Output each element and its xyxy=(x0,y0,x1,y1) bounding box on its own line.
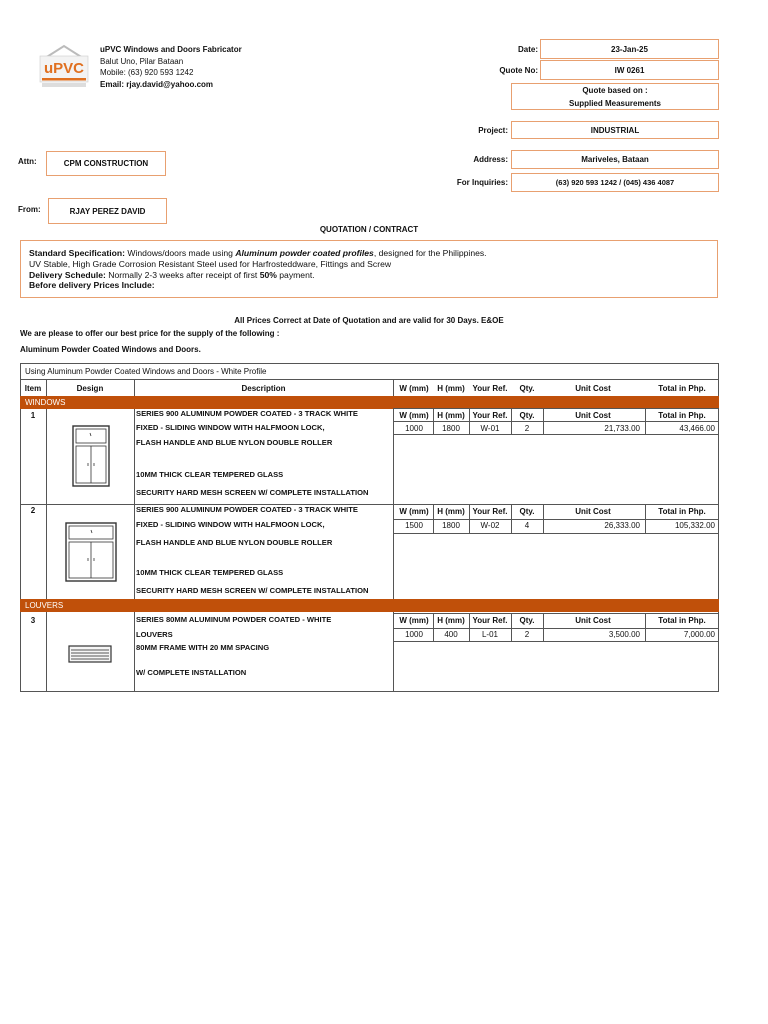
inquiries-label: For Inquiries: xyxy=(456,178,508,187)
row-3-item: 3 xyxy=(30,616,36,625)
row-1-qty: 2 xyxy=(524,424,530,433)
row-1-desc-2: FIXED - SLIDING WINDOW WITH HALFMOON LOCK, xyxy=(136,423,325,432)
company-email: Email: rjay.david@yahoo.com xyxy=(100,79,214,89)
category-note: Aluminum Powder Coated Windows and Doors. xyxy=(20,345,201,354)
quote-based-value: Supplied Measurements xyxy=(568,98,662,108)
window-design-1 xyxy=(72,425,110,487)
row-1-total: 43,466.00 xyxy=(679,424,715,433)
quote-based-label: Quote based on : xyxy=(582,85,648,95)
project-field: INDUSTRIAL xyxy=(511,121,719,139)
row-1-width: 1000 xyxy=(405,424,423,433)
row-1-desc-4: 10MM THICK CLEAR TEMPERED GLASS xyxy=(136,470,284,479)
spec-line-3: Delivery Schedule: Normally 2-3 weeks after receipt of first 50% payment. xyxy=(29,269,315,280)
row-1-height: 1800 xyxy=(442,424,460,433)
company-logo xyxy=(36,42,92,90)
row-1-h-total: Total in Php. xyxy=(658,411,706,420)
attn-field: CPM CONSTRUCTION xyxy=(46,151,166,176)
spec-line-4: Before delivery Prices Include: xyxy=(29,280,155,291)
header-height: H (mm) xyxy=(437,384,465,393)
table-caption: Using Aluminum Powder Coated Windows and Doors - White Profile xyxy=(25,367,267,376)
row-2-h-qty: Qty. xyxy=(519,507,535,516)
row-2-qty: 4 xyxy=(524,521,530,530)
project-label: Project: xyxy=(478,126,508,135)
row-2-item: 2 xyxy=(30,506,36,515)
row-1-unit-cost: 21,733.00 xyxy=(604,424,640,433)
row-1-h-qty: Qty. xyxy=(519,411,535,420)
row-1-h-w: W (mm) xyxy=(399,411,429,420)
row-3-desc-3: 80MM FRAME WITH 20 MM SPACING xyxy=(136,643,270,652)
specification-box xyxy=(20,240,718,298)
header-description: Description xyxy=(241,384,286,393)
row-2-h-ref: Your Ref. xyxy=(472,507,508,516)
validity-note: All Prices Correct at Date of Quotation and are valid for 30 Days. E&OE xyxy=(234,316,504,325)
row-3-h-total: Total in Php. xyxy=(658,616,706,625)
quote-no-field: IW 0261 xyxy=(540,60,719,80)
offer-note: We are please to offer our best price for the supply of the following : xyxy=(20,329,280,338)
row-3-h-unit: Unit Cost xyxy=(575,616,611,625)
inquiries-field: (63) 920 593 1242 / (045) 436 4087 xyxy=(511,173,719,192)
attn-label: Attn: xyxy=(18,157,37,166)
row-2-unit-cost: 26,333.00 xyxy=(604,521,640,530)
row-2-ref: W-02 xyxy=(480,521,500,530)
window-design-2 xyxy=(65,522,117,582)
company-name: uPVC Windows and Doors Fabricator xyxy=(100,45,242,54)
row-3-ref: L-01 xyxy=(481,630,498,639)
row-1-h-h: H (mm) xyxy=(437,411,465,420)
row-2-desc-1: SERIES 900 ALUMINUM POWDER COATED - 3 TRACK WHITE xyxy=(136,505,358,514)
section-louvers: LOUVERS xyxy=(20,599,719,612)
row-3-unit-cost: 3,500.00 xyxy=(608,630,640,639)
row-2-width: 1500 xyxy=(405,521,423,530)
header-qty: Qty. xyxy=(519,384,535,393)
header-item: Item xyxy=(24,384,42,393)
company-mobile: Mobile: (63) 920 593 1242 xyxy=(100,68,194,77)
row-1-desc-5: SECURITY HARD MESH SCREEN W/ COMPLETE INSTALLATION xyxy=(136,488,369,497)
row-3-h-h: H (mm) xyxy=(437,616,465,625)
header-total: Total in Php. xyxy=(658,384,706,393)
row-3-desc-4: W/ COMPLETE INSTALLATION xyxy=(136,668,247,677)
spec-line-2: UV Stable, High Grade Corrosion Resistant Steel used for Harfrosteddware, Fittings and Screw xyxy=(29,258,392,269)
row-2-desc-2: FIXED - SLIDING WINDOW WITH HALFMOON LOCK, xyxy=(136,520,325,529)
date-label: Date: xyxy=(517,45,538,54)
quote-no-label: Quote No: xyxy=(499,66,538,75)
address-field: Mariveles, Bataan xyxy=(511,150,719,169)
row-2-total: 105,332.00 xyxy=(674,521,715,530)
row-3-height: 400 xyxy=(444,630,458,639)
row-2-height: 1800 xyxy=(442,521,460,530)
date-field: 23-Jan-25 xyxy=(540,39,719,59)
row-2-desc-3: FLASH HANDLE AND BLUE NYLON DOUBLE ROLLER xyxy=(136,538,333,547)
row-3-h-qty: Qty. xyxy=(519,616,535,625)
logo-text: uPVC xyxy=(43,60,85,77)
row-3-width: 1000 xyxy=(405,630,423,639)
header-width: W (mm) xyxy=(399,384,429,393)
row-2-h-total: Total in Php. xyxy=(658,507,706,516)
row-1-h-ref: Your Ref. xyxy=(472,411,508,420)
quote-based-box xyxy=(511,83,719,110)
row-3-h-ref: Your Ref. xyxy=(472,616,508,625)
row-1-item: 1 xyxy=(30,411,36,420)
row-1-desc-3: FLASH HANDLE AND BLUE NYLON DOUBLE ROLLER xyxy=(136,438,333,447)
document-title: QUOTATION / CONTRACT xyxy=(319,225,419,234)
row-3-h-w: W (mm) xyxy=(399,616,429,625)
address-label: Address: xyxy=(473,155,508,164)
row-1-desc-1: SERIES 900 ALUMINUM POWDER COATED - 3 TRACK WHITE xyxy=(136,409,358,418)
company-address: Balut Uno, Pilar Bataan xyxy=(100,56,184,66)
row-2-h-h: H (mm) xyxy=(437,507,465,516)
header-design: Design xyxy=(76,384,104,393)
row-1-h-unit: Unit Cost xyxy=(575,411,611,420)
header-ref: Your Ref. xyxy=(472,384,508,393)
row-2-h-unit: Unit Cost xyxy=(575,507,611,516)
row-3-desc-1: SERIES 80MM ALUMINUM POWDER COATED - WHITE xyxy=(136,615,332,624)
row-2-h-w: W (mm) xyxy=(399,507,429,516)
row-2-desc-5: SECURITY HARD MESH SCREEN W/ COMPLETE INSTALLATION xyxy=(136,586,369,595)
section-windows: WINDOWS xyxy=(20,396,719,409)
row-3-total: 7,000.00 xyxy=(683,630,715,639)
row-2-desc-4: 10MM THICK CLEAR TEMPERED GLASS xyxy=(136,568,284,577)
row-3-desc-2: LOUVERS xyxy=(136,630,173,639)
company-info xyxy=(100,44,242,90)
louver-design-3 xyxy=(68,645,112,663)
from-label: From: xyxy=(18,205,41,214)
from-field: RJAY PEREZ DAVID xyxy=(48,198,167,224)
spec-line-1: Standard Specification: Windows/doors made using Aluminum powder coated profiles, designed for the Philippines. xyxy=(29,248,487,258)
row-3-qty: 2 xyxy=(524,630,530,639)
row-1-ref: W-01 xyxy=(480,424,500,433)
header-unit-cost: Unit Cost xyxy=(575,384,611,393)
